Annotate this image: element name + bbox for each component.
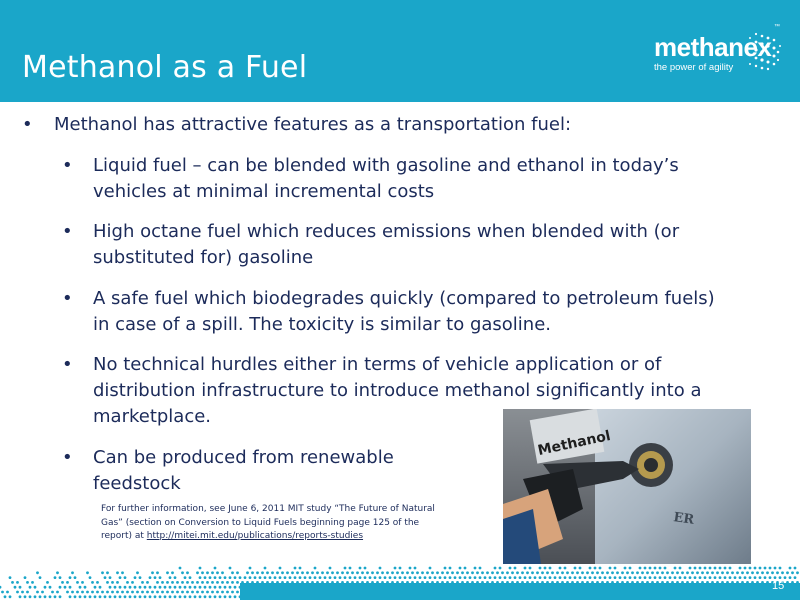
main-bullet: Methanol has attractive features as a transportation fuel: <box>54 114 572 135</box>
fuel-nozzle-image <box>503 409 751 564</box>
fueling-photo <box>503 409 751 564</box>
list-item-text: A safe fuel which biodegrades quickly (compared to petroleum fuels) in case of a spill. The toxicity is similar to gasoline. <box>93 288 715 335</box>
bullet-marker: • <box>62 155 73 176</box>
logo-trademark: ™ <box>774 24 780 30</box>
bullet-marker: • <box>62 288 73 309</box>
footnote-text: For further information, see June 6, 2011 MIT study “The Future of Natural Gas” (section on Conversion to Liquid Fuels beginning page 125 of the report) at <box>101 504 435 541</box>
dotted-footer-band <box>0 565 800 600</box>
list-item-text: High octane fuel which reduces emissions when blended with (or substituted for) gasoline <box>93 221 680 268</box>
footnote <box>101 503 441 544</box>
page-number: 15 <box>772 580 785 592</box>
logo-wordmark: methanex <box>654 32 772 62</box>
methanex-logo <box>640 22 790 78</box>
bullet-marker: • <box>62 221 73 242</box>
reports-link[interactable]: http://mitei.mit.edu/publications/reports-studies <box>146 531 364 541</box>
logo-tagline: the power of agility <box>654 62 734 73</box>
methanol-label: Methanol <box>536 427 613 460</box>
bullet-marker: • <box>62 447 73 468</box>
list-item-text: No technical hurdles either in terms of vehicle application or of distribution infrastructure to introduce methanol significantly into a marketplace. <box>93 354 702 427</box>
list-item-text: Liquid fuel – can be blended with gasoline and ethanol in today’s vehicles at minimal incremental costs <box>93 155 679 202</box>
bullet-marker: • <box>22 114 33 135</box>
list-item-text: Can be produced from renewable feedstock <box>93 447 394 494</box>
svg-text:ER: ER <box>672 510 696 528</box>
slide-title: Methanol as a Fuel <box>22 50 308 85</box>
slide-header <box>0 0 800 102</box>
bullet-marker: • <box>62 354 73 375</box>
